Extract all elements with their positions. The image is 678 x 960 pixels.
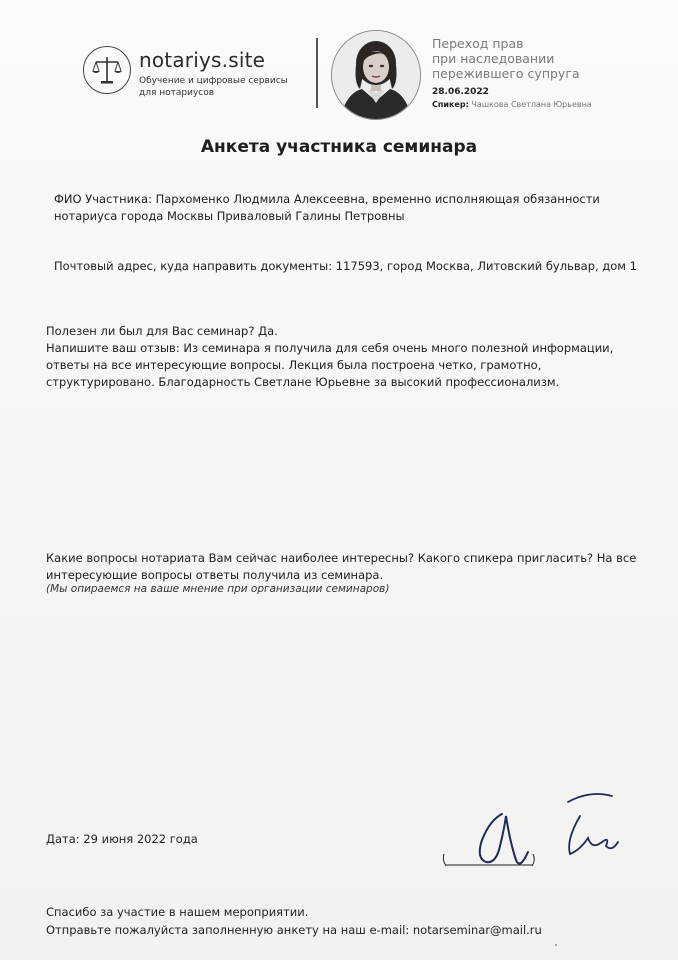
- seminar-speaker: [432, 100, 592, 109]
- logo-tagline-line2: для нотариусов: [139, 88, 215, 98]
- seminar-title-line2: при наследовании: [432, 51, 555, 66]
- logo-name: notariys.site: [139, 48, 266, 72]
- note-italic: (Мы опираемся на ваше мнение при организации семинаров): [46, 583, 390, 595]
- questions-answer: Какие вопросы нотариата Вам сейчас наиболее интересны? Какого спикера пригласить? На все интересующие вопросы ответы получила из семинара.: [46, 551, 637, 582]
- speaker-photo: [331, 30, 421, 120]
- logo: [83, 46, 303, 106]
- logo-tagline: [139, 75, 309, 99]
- footer-thanks: Спасибо за участие в нашем мероприятии.: [46, 905, 309, 919]
- footer-email-request: Отправьте пожалуйста заполненную анкету на наш e-mail: notarseminar@mail.ru: [46, 923, 542, 937]
- seminar-title-line1: Переход прав: [432, 36, 524, 51]
- header-divider: [316, 38, 318, 108]
- seminar-useful-answer: Полезен ли был для Вас семинар? Да.: [46, 324, 278, 338]
- seminar-title: [432, 36, 612, 81]
- page-title: Анкета участника семинара: [200, 137, 478, 157]
- scales-of-justice-icon: [83, 46, 131, 94]
- participant-name: ФИО Участника: Пархоменко Людмила Алексеевна, временно исполняющая обязанности нотариуса города Москвы Приваловый Галины Петровны: [54, 192, 600, 223]
- speaker-name: Чашкова Светлана Юрьевна: [471, 100, 592, 109]
- seminar-title-line3: пережившего супруга: [432, 66, 580, 81]
- signature: [440, 780, 640, 880]
- footer: [46, 903, 646, 939]
- review-text: Напишите ваш отзыв: Из семинара я получила для себя очень много полезной информации, ответы на все интересующие вопросы. Лекция была построена четко, грамотно, структурировано. Благодарность Светлане Юрьевне за высокий профессионализм.: [46, 341, 614, 389]
- seminar-date: 28.06.2022: [432, 87, 489, 97]
- logo-tagline-line1: Обучение и цифровые сервисы: [139, 76, 288, 86]
- postal-address: Почтовый адрес, куда направить документы: 117593, город Москва, Литовский бульвар, дом 1: [54, 259, 637, 273]
- form-date: Дата: 29 июня 2022 года: [46, 832, 198, 846]
- paper-speck: [555, 944, 557, 946]
- speaker-label: Спикер:: [432, 100, 469, 109]
